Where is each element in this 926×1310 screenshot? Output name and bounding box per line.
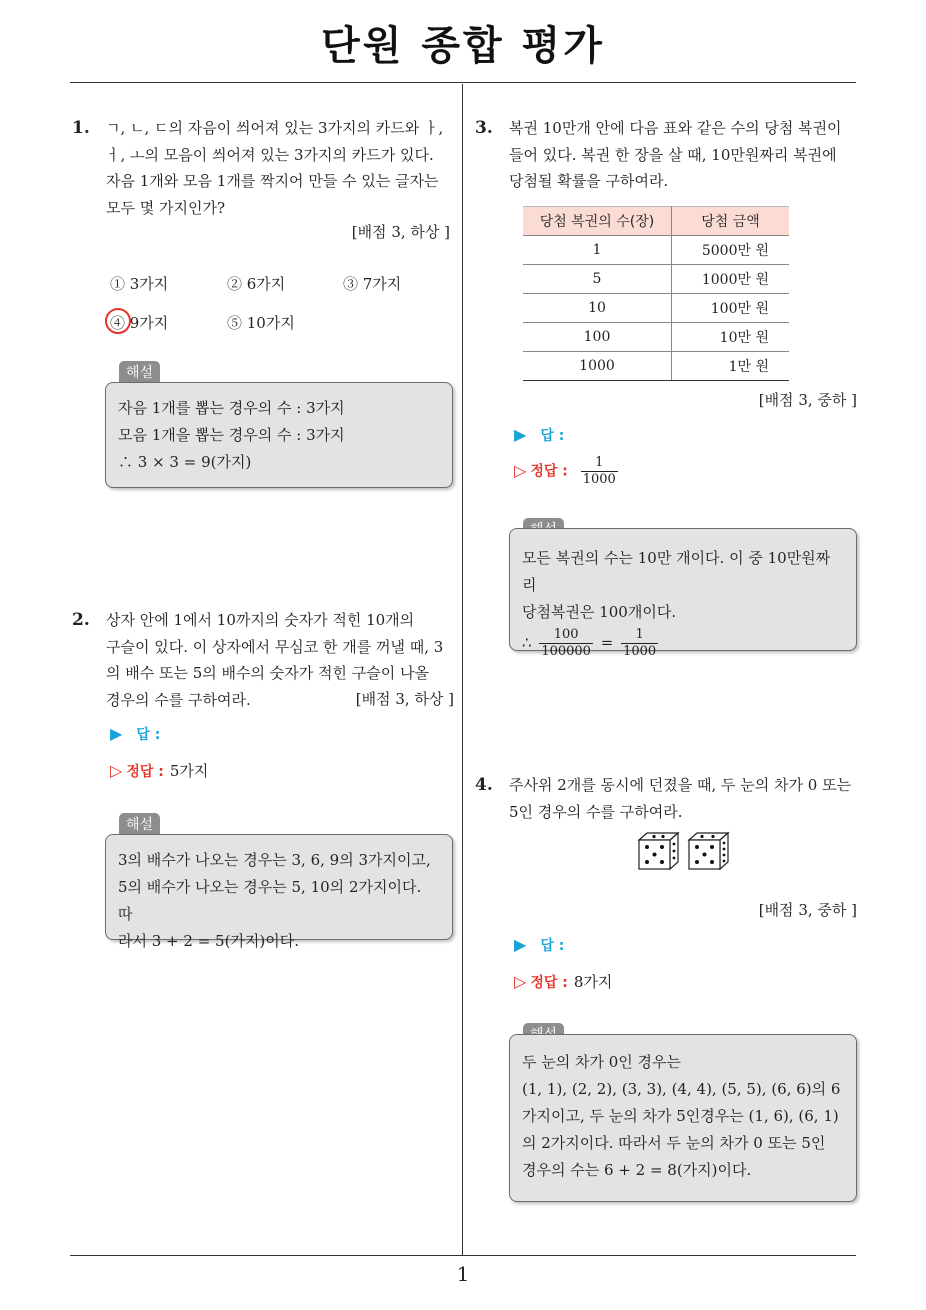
table-row: 100 10만 원 [523,323,789,352]
fraction: $\frac{1}{1000}$ [623,627,657,659]
fraction: $\frac{1}{1000}$ [582,455,616,487]
score-label: [배점 3, 하상 ] [355,690,454,708]
page-title: 단원 종합 평가 [321,23,605,69]
column-divider [462,84,463,1256]
question-number: 4. [475,775,493,795]
dice-icon [636,830,732,872]
question-text: 복권 10만개 안에 다음 표와 같은 수의 당첨 복권이 들어 있다. 복권 한 장을 살 때, 10만원짜리 복권에 당첨될 확률을 구하여라. [509,119,842,190]
choice-5[interactable]: ⑤ 10가지 [227,314,295,332]
score-label: [배점 3, 하상 ] [351,223,450,241]
question-number: 3. [475,118,493,138]
answer-label: ▶ 답 : [514,425,565,444]
question-number: 1. [72,118,90,138]
outline-triangle-icon: ▷ [514,460,527,480]
solution-box: 두 눈의 차가 0인 경우는 (1, 1), (2, 2), (3, 3), (4, 4), (5, 5), (6, 6)의 6 가지이고, 두 눈의 차가 5인경우는 (1, 6), (6, 1) 의 2가지이다. 따라서 두 눈의 차가 0 또는 5인 경우의 수는 6 + 2 = 8(가지)이다. [509,1034,857,1202]
score-label: [배점 3, 중하 ] [758,391,857,409]
answer-label: ▶ 답 : [514,935,565,954]
question-text: 주사위 2개를 동시에 던졌을 때, 두 눈의 차가 0 또는 5인 경우의 수를 구하여라. [509,776,852,821]
table-row: 5 1000만 원 [523,265,789,294]
score-label: [배점 3, 중하 ] [758,901,857,919]
bottom-divider [70,1255,856,1256]
filled-triangle-icon: ▶ [514,935,527,954]
correct-answer: ▷ 정답 : 8가지 [514,972,613,991]
prize-table [523,206,789,381]
table-row: 1 5000만 원 [523,236,789,265]
table-row: 10 100만 원 [523,294,789,323]
correct-answer: ▷ 정답 : $\frac{1}{1000}$ [514,455,616,487]
choice-2[interactable]: ② 6가지 [227,275,286,293]
selected-answer-circle-icon [105,308,131,334]
question-text: ㄱ, ㄴ, ㄷ의 자음이 씌어져 있는 3가지의 카드와 ㅏ, ㅓ, ㅗ의 모음이 씌어져 있는 3가지의 카드가 있다. 자음 1개와 모음 1개를 짝지어 만들 수 있는 글자는 모두 몇 가지인가? [106,119,444,217]
solution-tag: 해설 [119,361,160,383]
choice-4[interactable]: ④ 9가지 [110,314,169,332]
table-header: 당첨 금액 [672,207,790,236]
solution-box: 모든 복권의 수는 10만 개이다. 이 중 10만원짜리 당첨복권은 100개이다. ∴ $\frac{100}{100000}$ = $\frac{1}{1000}$ [509,528,857,651]
choice-3[interactable]: ③ 7가지 [343,275,402,293]
page-number: 1 [456,1262,470,1286]
table-row: 1000 1만 원 [523,352,789,381]
solution-box: 3의 배수가 나오는 경우는 3, 6, 9의 3가지이고, 5의 배수가 나오는 경우는 5, 10의 2가지이다. 따 라서 3 + 2 = 5(가지)이다. [105,834,453,940]
table-header: 당첨 복권의 수(장) [523,207,672,236]
outline-triangle-icon: ▷ [110,761,123,780]
choice-1[interactable]: ① 3가지 [110,275,169,293]
correct-answer: ▷ 정답 : 5가지 [110,761,209,780]
question-text: 상자 안에 1에서 10까지의 숫자가 적힌 10개의 구슬이 있다. 이 상자에서 무심코 한 개를 꺼낼 때, 3 의 배수 또는 5의 배수의 숫자가 적힌 구슬이 나올 경우의 수를 구하여라. [106,611,444,709]
answer-label: ▶ 답 : [110,724,161,743]
question-number: 2. [72,610,90,630]
top-divider [70,82,856,83]
solution-box: 자음 1개를 뽑는 경우의 수 : 3가지 모음 1개을 뽑는 경우의 수 : 3가지 ∴ 3 × 3 = 9(가지) [105,382,453,488]
outline-triangle-icon: ▷ [514,972,527,991]
fraction: $\frac{100}{100000}$ [541,627,591,659]
filled-triangle-icon: ▶ [110,724,123,743]
solution-tag: 해설 [119,813,160,835]
filled-triangle-icon: ▶ [514,425,527,444]
